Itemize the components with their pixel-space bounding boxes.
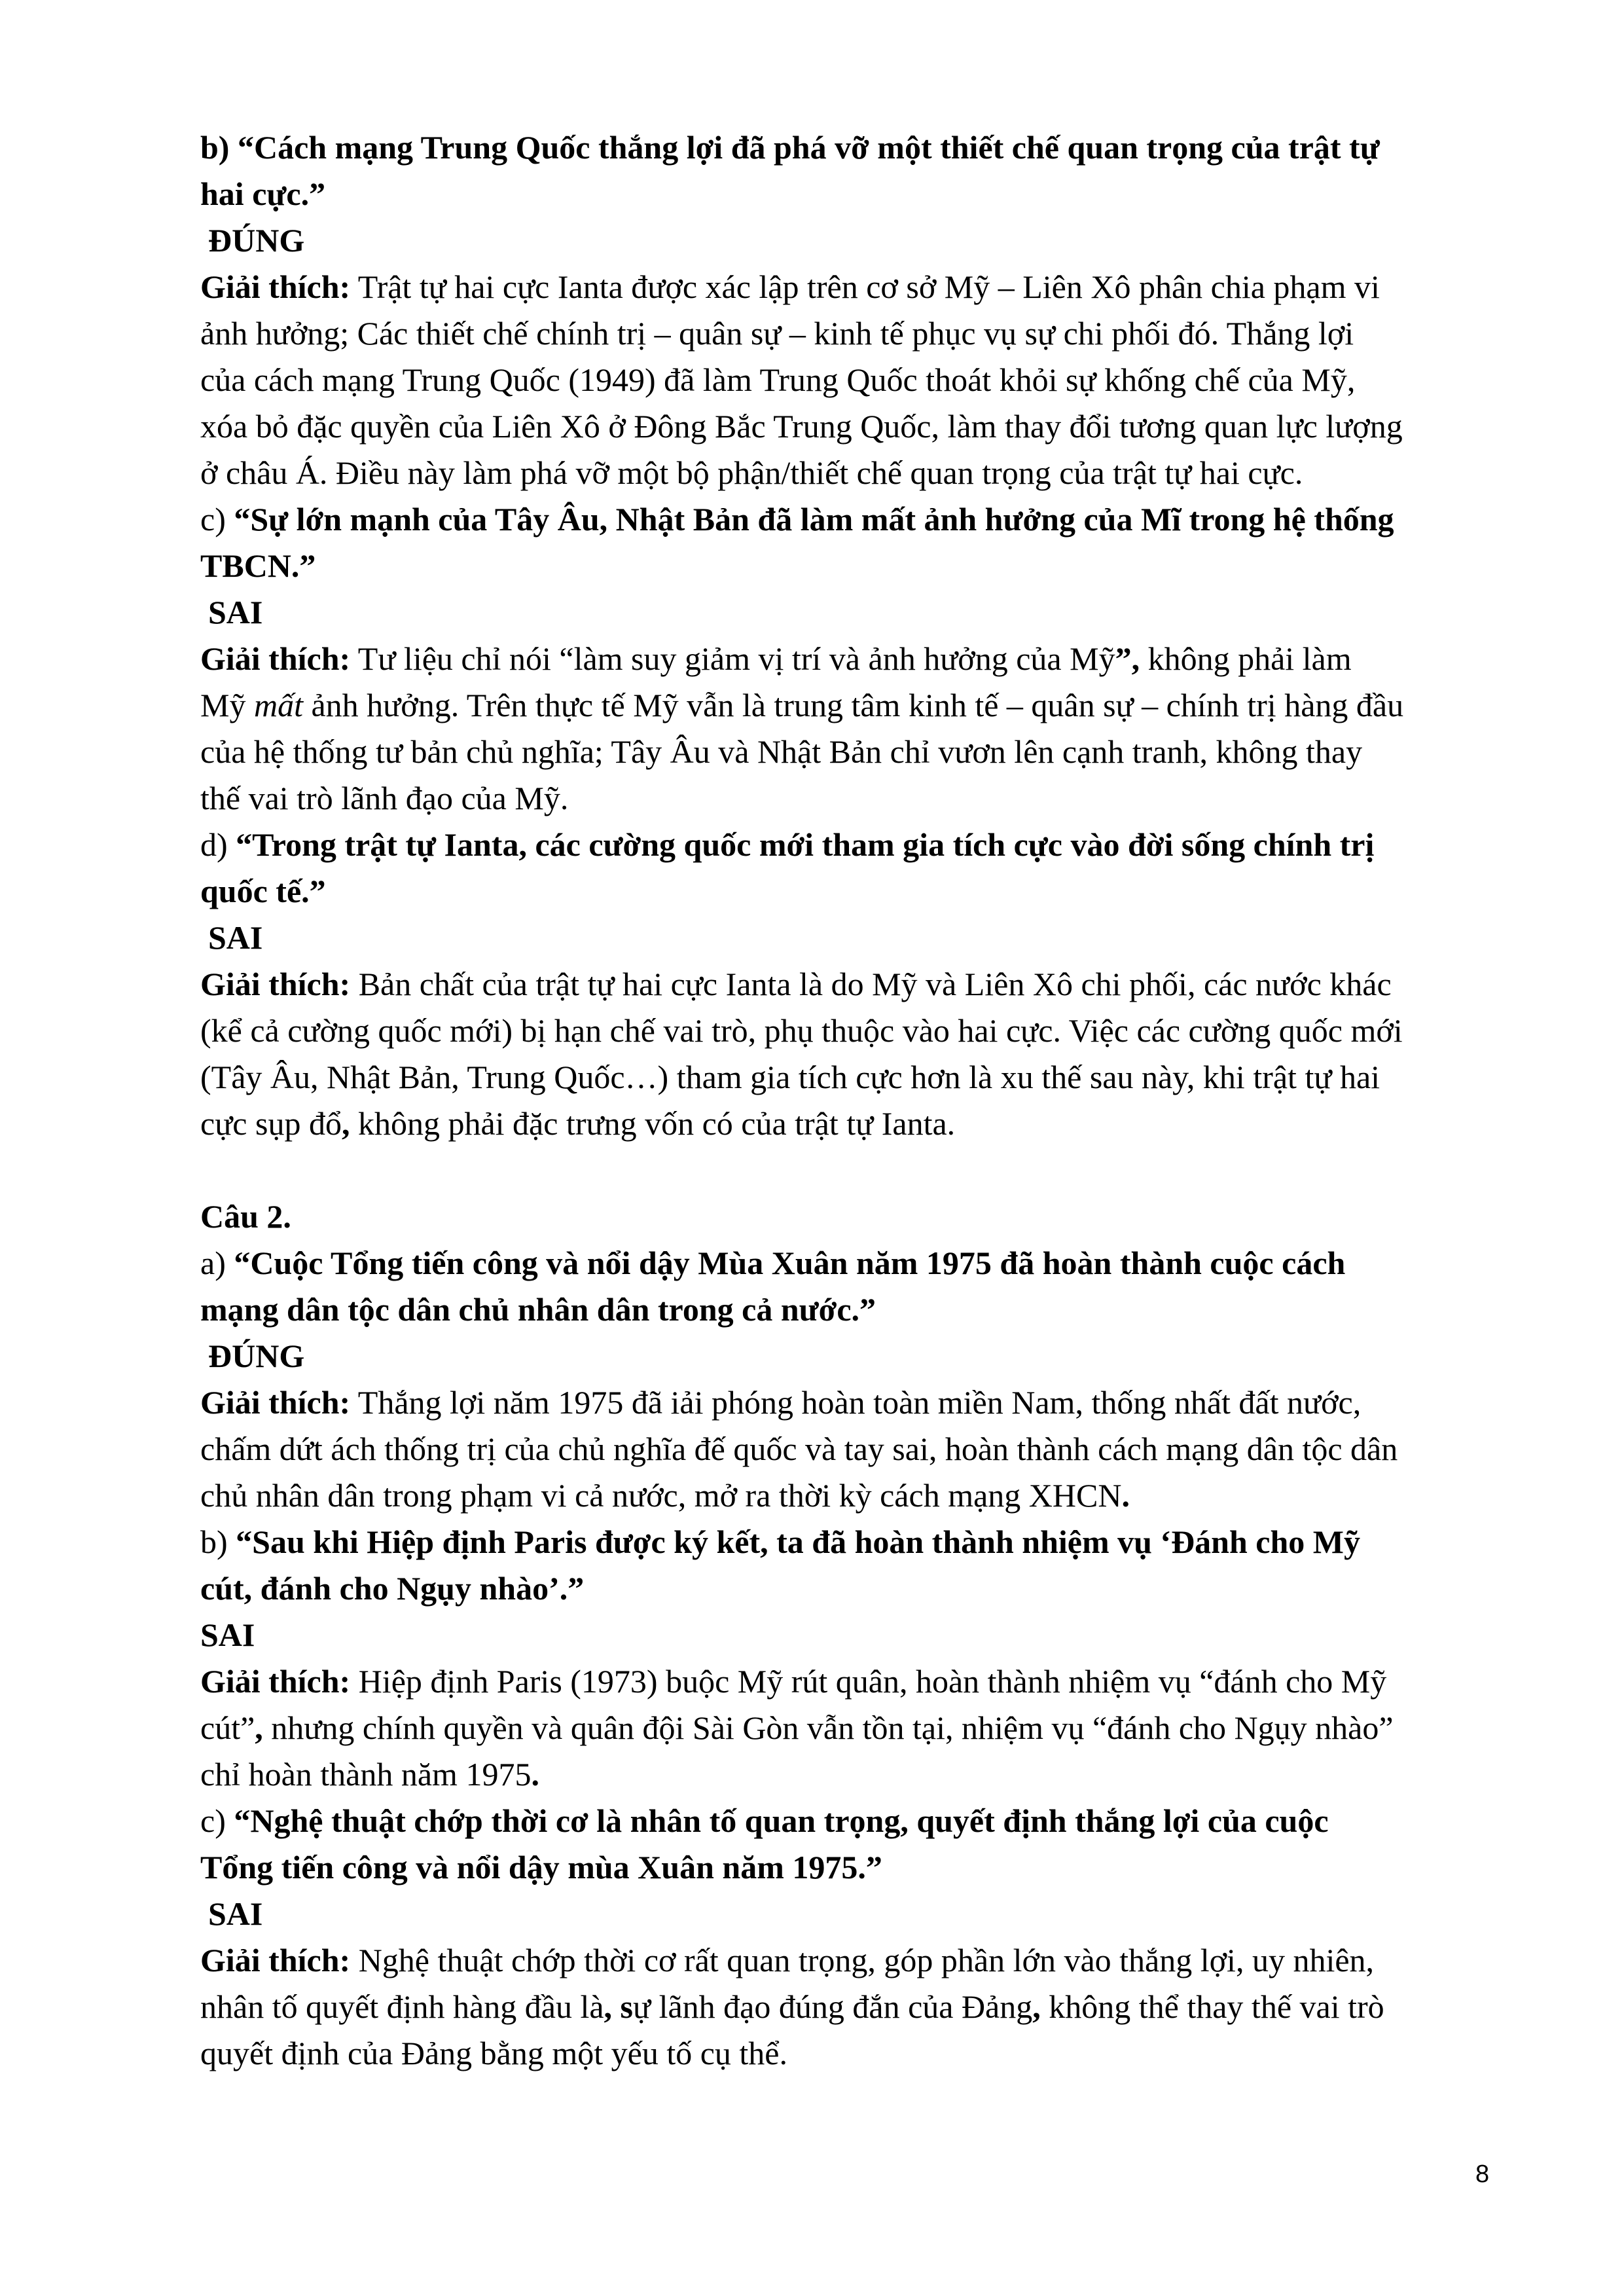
explanation-d-line-3: (Tây Âu, Nhật Bản, Trung Quốc…) tham gia tích cực hơn là xu thế sau này, khi trật tự hai	[200, 1059, 1380, 1095]
explanation-c-line-2: Mỹ mất ảnh hưởng. Trên thực tế Mỹ vẫn là trung tâm kinh tế – quân sự – chính trị hàng đầu	[200, 687, 1404, 723]
verdict-2b: SAI	[200, 1616, 255, 1653]
explanation-2c-line-2: nhân tố quyết định hàng đầu là, sự lãnh đạo đúng đắn của Đảng, không thể thay thế vai trò	[200, 1988, 1384, 2025]
explanation-label: Giải thích:	[200, 1942, 351, 1978]
explanation-d-line-4: cực sụp đổ, không phải đặc trưng vốn có của trật tự Ianta.	[200, 1105, 956, 1142]
explanation-b-line-3: của cách mạng Trung Quốc (1949) đã làm Trung Quốc thoát khỏi sự khống chế của Mỹ,	[200, 361, 1356, 398]
explanation-label: Giải thích:	[200, 966, 351, 1002]
explanation-label: Giải thích:	[200, 1384, 351, 1421]
explanation-label: Giải thích:	[200, 1663, 351, 1700]
explanation-2b-line-1: Giải thích: Hiệp định Paris (1973) buộc Mỹ rút quân, hoàn thành nhiệm vụ “đánh cho Mỹ	[200, 1663, 1387, 1700]
question-2b-line-2: cút, đánh cho Ngụy nhào’.”	[200, 1570, 585, 1607]
explanation-label: Giải thích:	[200, 268, 351, 305]
question-2c-line-1: c) “Nghệ thuật chớp thời cơ là nhân tố quan trọng, quyết định thắng lợi của cuộc	[200, 1802, 1329, 1839]
verdict-2a: ĐÚNG	[208, 1338, 305, 1374]
question-2a-line-2: mạng dân tộc dân chủ nhân dân trong cả nước.”	[200, 1291, 876, 1328]
explanation-d-line-2: (kể cả cường quốc mới) bị hạn chế vai trò, phụ thuộc vào hai cực. Việc các cường quốc mới	[200, 1012, 1403, 1049]
explanation-c-line-4: thế vai trò lãnh đạo của Mỹ.	[200, 780, 569, 816]
question-2c-line-2: Tổng tiến công và nổi dậy mùa Xuân năm 1975.”	[200, 1849, 882, 1886]
page-number: 8	[1475, 2160, 1490, 2188]
explanation-b-line-4: xóa bỏ đặc quyền của Liên Xô ở Đông Bắc Trung Quốc, làm thay đổi tương quan lực lượng	[200, 408, 1403, 445]
explanation-2a-line-1: Giải thích: Thắng lợi năm 1975 đã iải phóng hoàn toàn miền Nam, thống nhất đất nước,	[200, 1384, 1362, 1421]
explanation-2a-line-3: chủ nhân dân trong phạm vi cả nước, mở ra thời kỳ cách mạng XHCN.	[200, 1477, 1130, 1514]
explanation-label: Giải thích:	[200, 640, 351, 677]
question-2a-line-1: a) “Cuộc Tổng tiến công và nổi dậy Mùa Xuân năm 1975 đã hoàn thành cuộc cách	[200, 1245, 1346, 1281]
section-heading-cau-2: Câu 2.	[200, 1198, 291, 1235]
explanation-2c-line-3: quyết định của Đảng bằng một yếu tố cụ thể.	[200, 2035, 787, 2071]
question-2b-line-1: b) “Sau khi Hiệp định Paris được ký kết, ta đã hoàn thành nhiệm vụ ‘Đánh cho Mỹ	[200, 1523, 1360, 1560]
explanation-2c-line-1: Giải thích: Nghệ thuật chớp thời cơ rất quan trọng, góp phần lớn vào thắng lợi, uy nhiên,	[200, 1942, 1375, 1978]
explanation-b-line-2: ảnh hưởng; Các thiết chế chính trị – quân sự – kinh tế phục vụ sự chi phối đó. Thắng lợi	[200, 315, 1354, 352]
paragraph-gap	[200, 1147, 1509, 1194]
explanation-2b-line-2: cút”, nhưng chính quyền và quân đội Sài Gòn vẫn tồn tại, nhiệm vụ “đánh cho Ngụy nhào”	[200, 1709, 1394, 1746]
explanation-b-line-5: ở châu Á. Điều này làm phá vỡ một bộ phận/thiết chế quan trọng của trật tự hai cực.	[200, 454, 1303, 491]
question-d-line-2: quốc tế.”	[200, 873, 326, 909]
explanation-b-line-1: Giải thích: Trật tự hai cực Ianta được xác lập trên cơ sở Mỹ – Liên Xô phân chia phạm vi	[200, 268, 1380, 305]
question-b-line-2: hai cực.”	[200, 175, 326, 212]
explanation-c-line-1: Giải thích: Tư liệu chỉ nói “làm suy giảm vị trí và ảnh hưởng của Mỹ”, không phải làm	[200, 640, 1352, 677]
verdict-2c: SAI	[208, 1895, 263, 1932]
verdict-d: SAI	[208, 919, 263, 956]
question-d-line-1: d) “Trong trật tự Ianta, các cường quốc mới tham gia tích cực vào đời sống chính trị	[200, 826, 1375, 863]
explanation-c-line-3: của hệ thống tư bản chủ nghĩa; Tây Âu và Nhật Bản chỉ vươn lên cạnh tranh, không thay	[200, 733, 1363, 770]
question-c-line-1: c) “Sự lớn mạnh của Tây Âu, Nhật Bản đã làm mất ảnh hưởng của Mĩ trong hệ thống	[200, 501, 1394, 538]
explanation-d-line-1: Giải thích: Bản chất của trật tự hai cực Ianta là do Mỹ và Liên Xô chi phối, các nước khác	[200, 966, 1392, 1002]
explanation-2b-line-3: chỉ hoàn thành năm 1975.	[200, 1756, 539, 1793]
verdict-b: ĐÚNG	[208, 222, 305, 259]
explanation-2a-line-2: chấm dứt ách thống trị của chủ nghĩa đế quốc và tay sai, hoàn thành cách mạng dân tộc dân	[200, 1430, 1398, 1467]
question-c-line-2: TBCN.”	[200, 547, 316, 584]
question-b-line-1: b) “Cách mạng Trung Quốc thắng lợi đã phá vỡ một thiết chế quan trọng của trật tự	[200, 129, 1380, 166]
document-body	[200, 124, 1509, 2077]
verdict-c: SAI	[208, 594, 263, 630]
